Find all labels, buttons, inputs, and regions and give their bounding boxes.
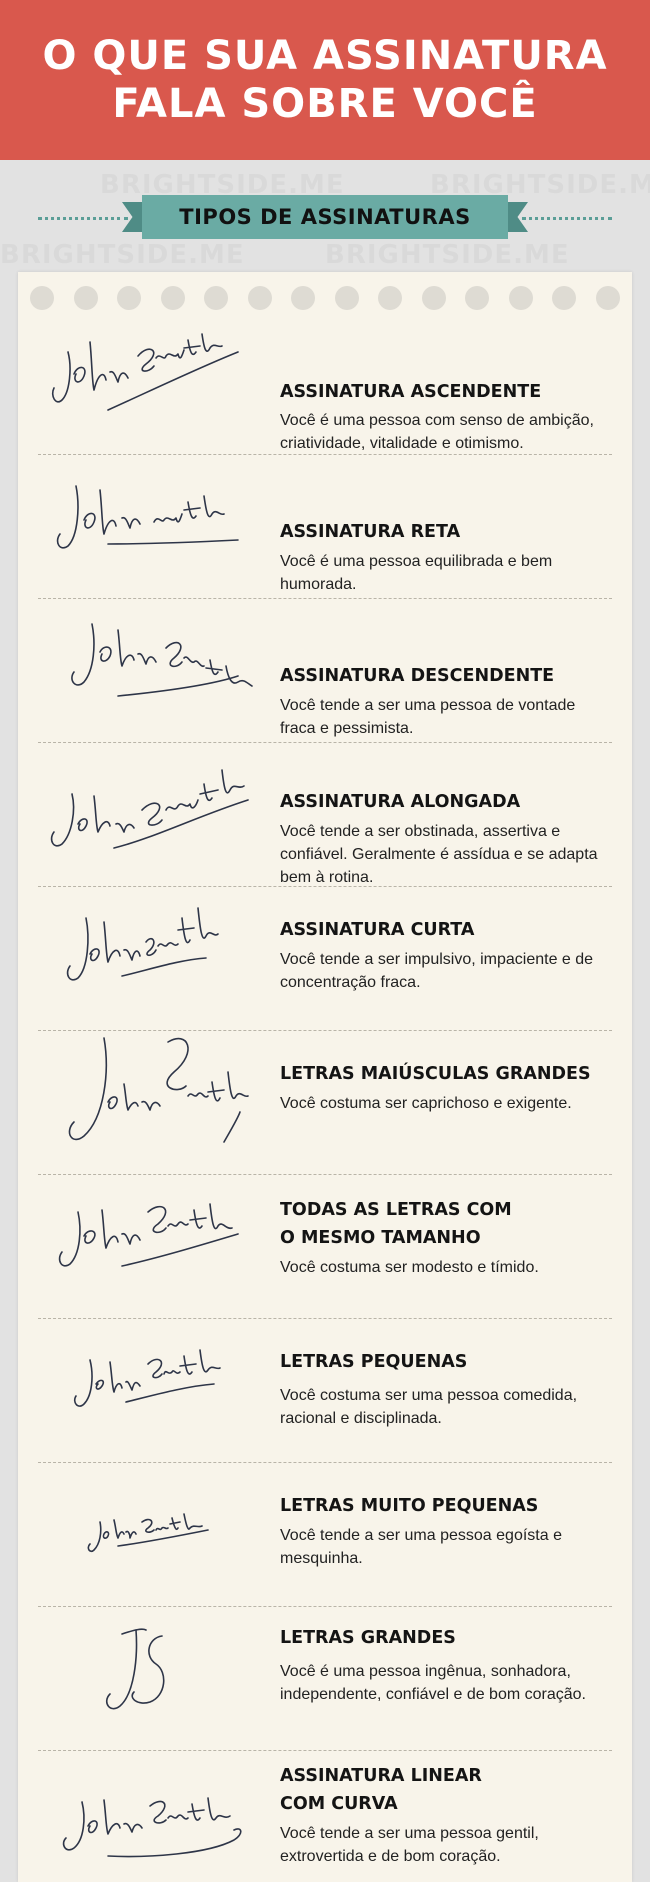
signature-type-title: LETRAS MUITO PEQUENAS <box>280 1496 539 1516</box>
section-title: TIPOS DE ASSINATURAS <box>142 195 508 239</box>
signature-type-title: ASSINATURA CURTA <box>280 920 475 940</box>
signature-type-title: TODAS AS LETRAS COM O MESMO TAMANHO <box>280 1200 512 1248</box>
signature-type-description: Você tende a ser uma pessoa egoísta e mesquinha. <box>280 1527 562 1567</box>
row-divider <box>38 886 612 887</box>
page-title-line-2: FALA SOBRE VOCÊ <box>112 81 538 127</box>
signature-type-title: ASSINATURA DESCENDENTE <box>280 666 555 686</box>
signature-image-very-small-letters <box>38 1464 268 1584</box>
binder-hole <box>596 286 620 310</box>
signature-type-title: LETRAS MAIÚSCULAS GRANDES <box>280 1064 591 1084</box>
signature-image-small-letters <box>38 1320 268 1440</box>
signature-type-description: Você é uma pessoa equilibrada e bem humorada. <box>280 553 553 593</box>
ribbon-dotted-line-left <box>38 217 128 220</box>
binder-hole <box>509 286 533 310</box>
signature-type-description: Você costuma ser caprichoso e exigente. <box>280 1095 572 1112</box>
row-divider <box>38 742 612 743</box>
signature-image-ascending <box>38 312 268 432</box>
binder-hole <box>335 286 359 310</box>
page-title-line-1: O QUE SUA ASSINATURA <box>42 33 608 79</box>
signature-type-description: Você tende a ser uma pessoa gentil, extrovertida e de bom coração. <box>280 1825 539 1865</box>
row-divider <box>38 1174 612 1175</box>
signature-type-description: Você tende a ser uma pessoa de vontade fraca e pessimista. <box>280 697 576 737</box>
signature-type-description: Você é uma pessoa com senso de ambição, criatividade, vitalidade e otimismo. <box>280 412 594 452</box>
row-divider <box>38 1606 612 1607</box>
signature-image-short <box>38 888 268 1008</box>
notepad-card <box>18 272 632 1882</box>
row-divider <box>38 454 612 455</box>
signature-image-straight <box>38 456 268 576</box>
binder-holes <box>30 286 630 310</box>
row-divider <box>38 1318 612 1319</box>
ribbon-dotted-line-right <box>522 217 612 220</box>
signature-image-descending <box>38 600 268 720</box>
row-divider <box>38 1030 612 1031</box>
binder-hole <box>422 286 446 310</box>
binder-hole <box>161 286 185 310</box>
binder-hole <box>204 286 228 310</box>
signature-type-description: Você costuma ser uma pessoa comedida, racional e disciplinada. <box>280 1387 578 1427</box>
signature-type-title: ASSINATURA RETA <box>280 522 461 542</box>
page-header <box>0 0 650 160</box>
signature-type-title: LETRAS GRANDES <box>280 1628 456 1648</box>
binder-hole <box>117 286 141 310</box>
signature-image-same-size <box>38 1176 268 1296</box>
signature-type-description: Você tende a ser obstinada, assertiva e confiável. Geralmente é assídua e se adapta bem à rotina. <box>280 823 598 886</box>
signature-type-description: Você é uma pessoa ingênua, sonhadora, independente, confiável e de bom coração. <box>280 1663 586 1703</box>
signature-type-title: ASSINATURA ALONGADA <box>280 792 521 812</box>
binder-hole <box>552 286 576 310</box>
signature-type-title: ASSINATURA LINEAR COM CURVA <box>280 1766 482 1814</box>
binder-hole <box>291 286 315 310</box>
section-ribbon <box>0 190 650 250</box>
signature-type-description: Você tende a ser impulsivo, impaciente e de concentração fraca. <box>280 951 594 991</box>
signature-image-linear-with-curve <box>38 1752 268 1872</box>
row-divider <box>38 1462 612 1463</box>
row-divider <box>38 598 612 599</box>
signature-image-big-capitals <box>38 1032 268 1152</box>
binder-hole <box>378 286 402 310</box>
signature-type-title: LETRAS PEQUENAS <box>280 1352 468 1372</box>
binder-hole <box>30 286 54 310</box>
binder-hole <box>74 286 98 310</box>
row-divider <box>38 1750 612 1751</box>
signature-image-elongated <box>38 744 268 864</box>
signature-type-description: Você costuma ser modesto e tímido. <box>280 1259 539 1276</box>
signature-type-title: ASSINATURA ASCENDENTE <box>280 382 542 402</box>
binder-hole <box>465 286 489 310</box>
binder-hole <box>248 286 272 310</box>
signature-image-large-letters <box>38 1608 268 1728</box>
